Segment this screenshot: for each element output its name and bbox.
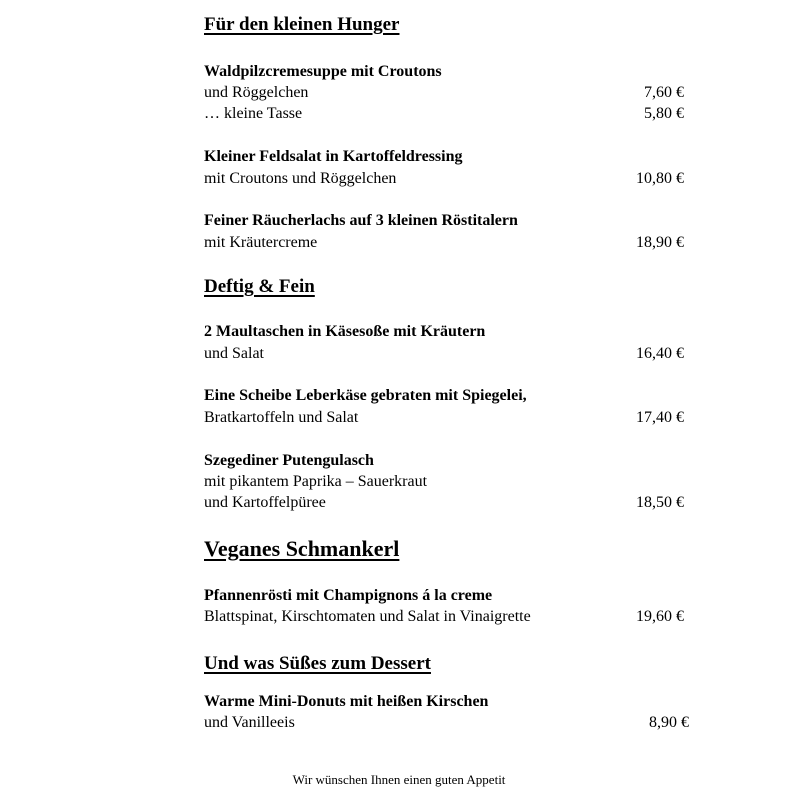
dish-price: 18,90 € <box>636 234 684 251</box>
section-heading: Und was Süßes zum Dessert <box>204 653 431 674</box>
dish-description: und Kartoffelpüree <box>204 494 326 511</box>
dish-description: und Röggelchen <box>204 84 309 101</box>
dish-price: 19,60 € <box>636 608 684 625</box>
dish-description: Blattspinat, Kirschtomaten und Salat in Vinaigrette <box>204 608 531 625</box>
dish-description: und Vanilleeis <box>204 714 295 731</box>
dish-description: mit Kräutercreme <box>204 234 318 251</box>
dish-description: Bratkartoffeln und Salat <box>204 409 359 426</box>
dish-name: Szegediner Putengulasch <box>204 452 374 469</box>
dish-price: 18,50 € <box>636 494 684 511</box>
section-heading: Deftig & Fein <box>204 276 315 297</box>
dish-price: 8,90 € <box>649 714 689 731</box>
closing-note: Wir wünschen Ihnen einen guten Appetit <box>292 772 506 787</box>
dish-name: Feiner Räucherlachs auf 3 kleinen Röstitalern <box>204 212 518 229</box>
dish-price: 7,60 € <box>644 84 684 101</box>
dish-description: … kleine Tasse <box>204 105 303 122</box>
dish-description: und Salat <box>204 345 264 362</box>
section-heading: Für den kleinen Hunger <box>204 14 400 35</box>
dish-description: mit pikantem Paprika – Sauerkraut <box>204 473 428 490</box>
dish-name: 2 Maultaschen in Käsesoße mit Kräutern <box>204 323 486 340</box>
dish-description: mit Croutons und Röggelchen <box>204 170 397 187</box>
dish-price: 16,40 € <box>636 345 684 362</box>
dish-name: Eine Scheibe Leberkäse gebraten mit Spiegelei, <box>204 387 527 404</box>
dish-name: Pfannenrösti mit Champignons á la creme <box>204 587 493 604</box>
dish-price: 10,80 € <box>636 170 684 187</box>
section-heading: Veganes Schmankerl <box>204 536 400 561</box>
dish-price: 17,40 € <box>636 409 684 426</box>
dish-name: Waldpilzcremesuppe mit Croutons <box>204 63 442 80</box>
dish-price: 5,80 € <box>644 105 684 122</box>
dish-name: Warme Mini-Donuts mit heißen Kirschen <box>204 693 489 710</box>
dish-name: Kleiner Feldsalat in Kartoffeldressing <box>204 148 463 165</box>
